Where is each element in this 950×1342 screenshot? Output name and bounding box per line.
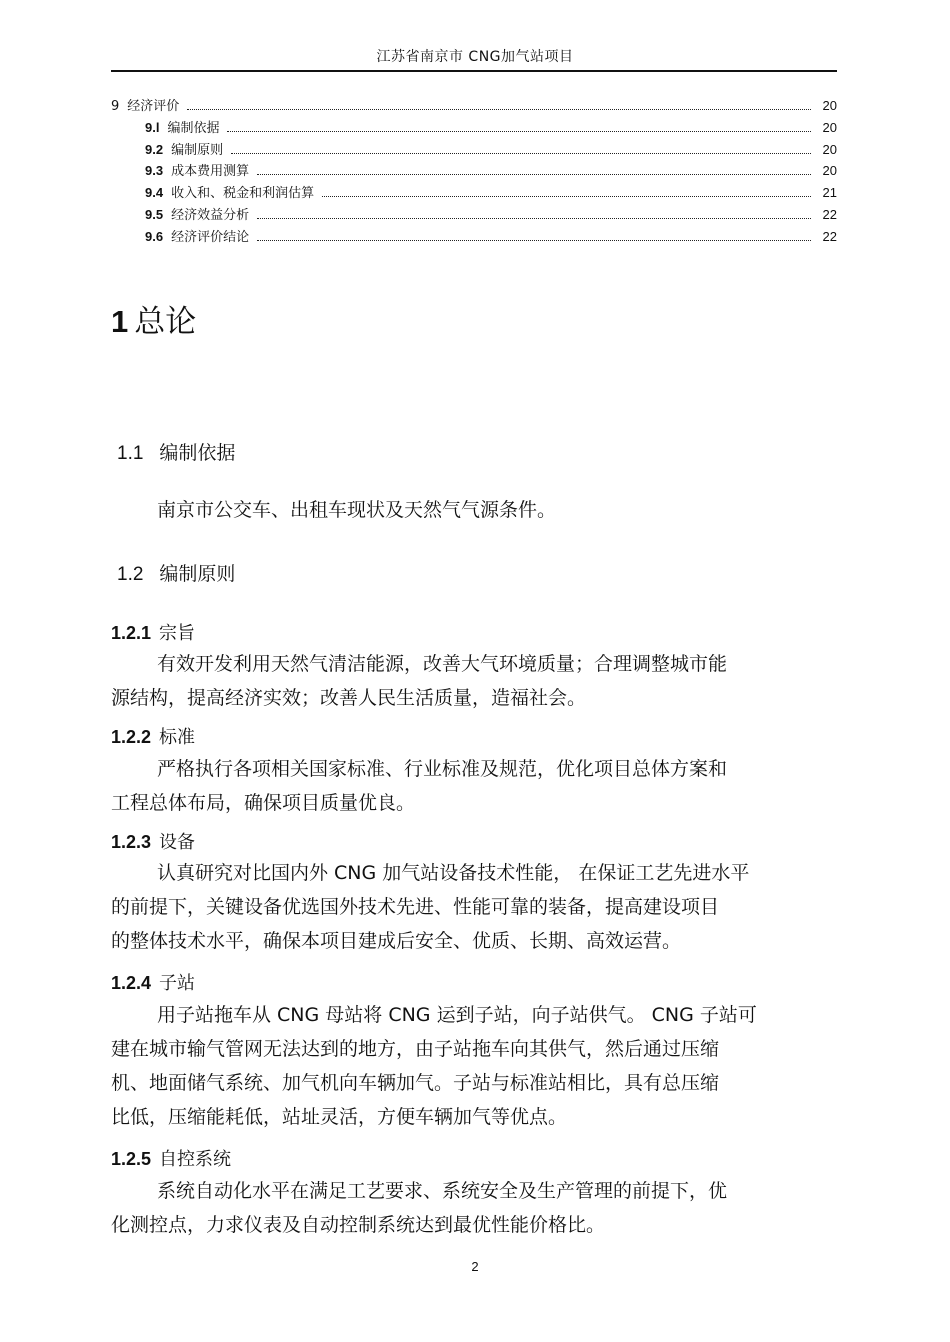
- toc-page: 22: [822, 206, 837, 222]
- subsection-number: 1.2.5: [111, 1149, 152, 1169]
- subsection-heading-1-2-2: [111, 723, 195, 749]
- paragraph-line: 建在城市输气管网无法达到的地方，由子站拖车向其供气，然后通过压缩: [111, 1038, 720, 1060]
- subsection-number: 1.2.3: [111, 832, 152, 852]
- toc-row[interactable]: [111, 226, 837, 248]
- subsection-heading-1-2-1: [111, 619, 195, 645]
- subsection-title: 宗旨: [159, 623, 196, 644]
- section-title: 编制原则: [159, 563, 236, 585]
- subsection-1-2-2-paragraph: [111, 752, 841, 820]
- subsection-title: 子站: [159, 973, 196, 994]
- toc-leader: [227, 131, 811, 132]
- toc-number: 9.5: [145, 206, 164, 222]
- toc-row[interactable]: [111, 182, 837, 204]
- paragraph-line: 系统自动化水平在满足工艺要求、系统安全及生产管理的前提下，优: [157, 1180, 728, 1202]
- section-title: 编制依据: [159, 442, 236, 464]
- paragraph-line: 用子站拖车从 CNG 母站将 CNG 运到子站，向子站供气。 CNG 子站可: [157, 1004, 757, 1026]
- toc-row[interactable]: [111, 95, 837, 117]
- toc-leader: [187, 109, 811, 110]
- subsection-heading-1-2-5: [111, 1145, 231, 1171]
- subsection-heading-1-2-4: [111, 969, 195, 995]
- chapter-title: 总论: [134, 304, 197, 340]
- subsection-title: 自控系统: [159, 1149, 232, 1170]
- paragraph-line: 比低，压缩能耗低，站址灵活，方便车辆加气等优点。: [111, 1106, 568, 1128]
- subsection-number: 1.2.4: [111, 973, 152, 993]
- section-number: 1.2: [117, 564, 144, 585]
- paragraph-line: 的前提下，关键设备优选国外技术先进、性能可靠的装备，提高建设项目: [111, 896, 720, 918]
- section-1-1-paragraph: [111, 493, 841, 527]
- section-heading-1-1: [117, 438, 235, 465]
- paragraph-line: 有效开发利用天然气清洁能源，改善大气环境质量；合理调整城市能: [157, 653, 728, 675]
- toc-title: 收入和、税金和利润估算: [171, 186, 315, 202]
- subsection-1-2-1-paragraph: [111, 647, 841, 715]
- paragraph-line: 化测控点，力求仪表及自动控制系统达到最优性能价格比。: [111, 1214, 606, 1236]
- subsection-1-2-4-paragraph: [111, 998, 841, 1134]
- subsection-heading-1-2-3: [111, 828, 195, 854]
- subsection-1-2-5-paragraph: [111, 1174, 841, 1242]
- section-heading-1-2: [117, 559, 235, 586]
- header-rule: [111, 70, 837, 72]
- toc-number: 9.4: [145, 185, 164, 201]
- subsection-title: 标准: [159, 727, 196, 748]
- toc-page: 20: [822, 119, 837, 135]
- toc-leader: [231, 153, 811, 154]
- toc-number: 9.l: [145, 119, 160, 135]
- paragraph-line: 工程总体布局，确保项目质量优良。: [111, 792, 416, 814]
- toc-page: 21: [822, 185, 837, 201]
- toc-title: 经济评价结论: [171, 229, 250, 245]
- toc-leader: [257, 218, 811, 219]
- toc-leader: [322, 196, 811, 197]
- toc-page: 22: [822, 228, 837, 244]
- toc-page: 20: [822, 163, 837, 179]
- toc-row[interactable]: [111, 117, 837, 139]
- toc-number: 9.6: [145, 228, 164, 244]
- toc-title: 成本费用测算: [171, 164, 250, 180]
- toc-leader: [257, 240, 811, 241]
- page-header: 江苏省南京市 CNG加气站项目: [376, 49, 574, 65]
- toc-number: 9.3: [145, 163, 164, 179]
- toc-leader: [257, 174, 811, 175]
- table-of-contents: [111, 95, 837, 248]
- toc-title: 经济效益分析: [171, 207, 250, 223]
- toc-number: 9: [111, 99, 120, 114]
- subsection-1-2-3-paragraph: [111, 856, 841, 958]
- paragraph-line: 南京市公交车、出租车现状及天然气气源条件。: [157, 499, 557, 521]
- toc-page: 20: [822, 98, 837, 113]
- toc-row[interactable]: [111, 204, 837, 226]
- paragraph-line: 严格执行各项相关国家标准、行业标准及规范，优化项目总体方案和: [157, 758, 728, 780]
- toc-title: 编制依据: [167, 120, 220, 136]
- paragraph-line: 的整体技术水平，确保本项目建成后安全、优质、长期、高效运营。: [111, 930, 682, 952]
- chapter-number: 1: [111, 304, 129, 339]
- paragraph-line: 认真研究对比国内外 CNG 加气站设备技术性能， 在保证工艺先进水平: [157, 862, 750, 884]
- toc-row[interactable]: [111, 160, 837, 182]
- toc-title: 经济评价: [127, 99, 180, 114]
- subsection-number: 1.2.2: [111, 727, 152, 747]
- chapter-heading: [111, 296, 196, 341]
- subsection-number: 1.2.1: [111, 623, 152, 643]
- page-number: 2: [471, 1259, 479, 1274]
- paragraph-line: 机、地面储气系统、加气机向车辆加气。子站与标准站相比，具有总压缩: [111, 1072, 720, 1094]
- toc-row[interactable]: [111, 139, 837, 161]
- toc-page: 20: [822, 141, 837, 157]
- section-number: 1.1: [117, 443, 144, 464]
- subsection-title: 设备: [159, 832, 196, 853]
- toc-number: 9.2: [145, 141, 164, 157]
- paragraph-line: 源结构，提高经济实效；改善人民生活质量，造福社会。: [111, 687, 587, 709]
- toc-title: 编制原则: [171, 142, 224, 158]
